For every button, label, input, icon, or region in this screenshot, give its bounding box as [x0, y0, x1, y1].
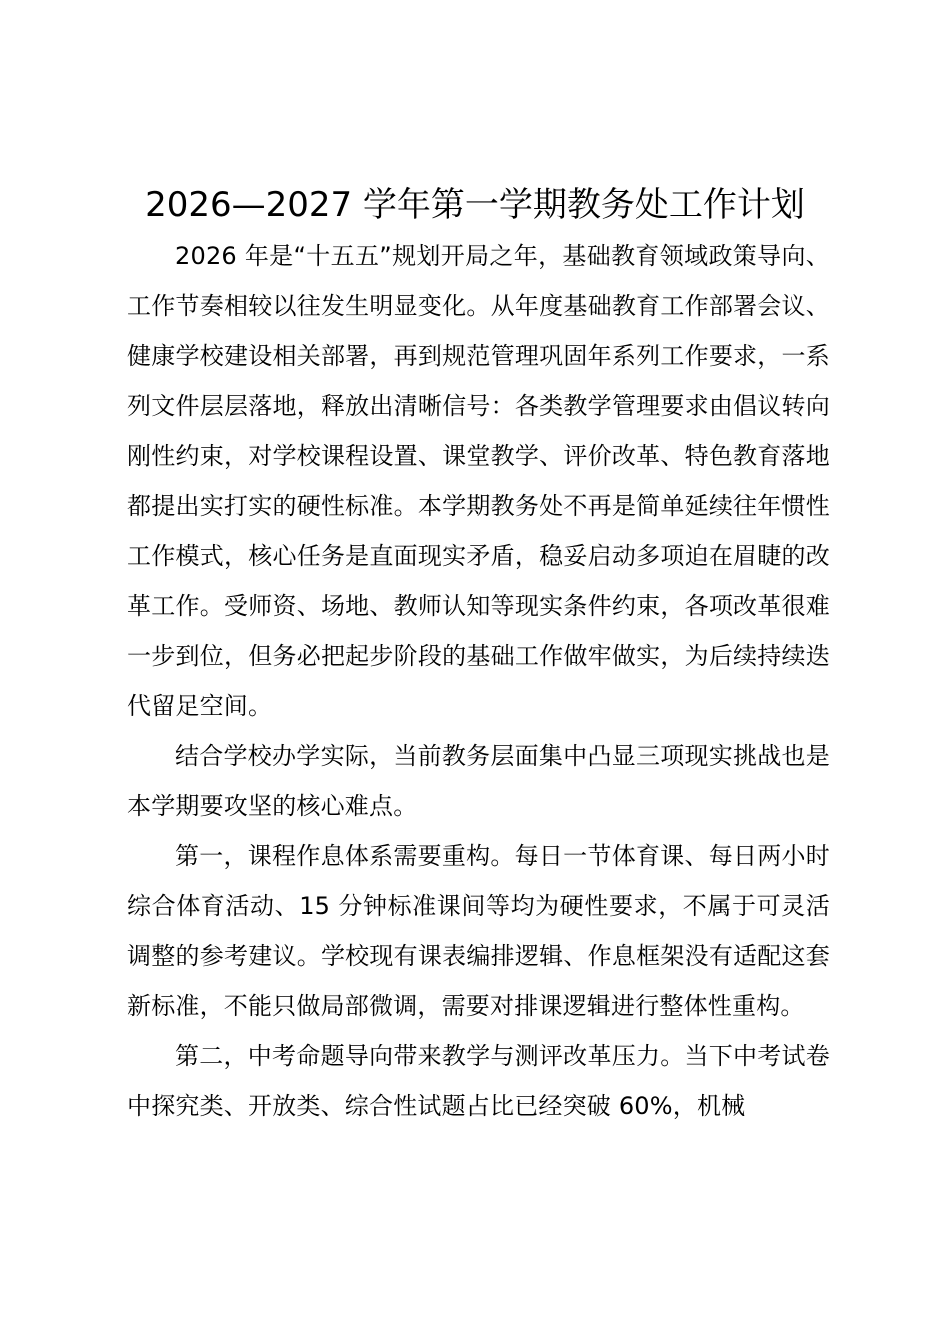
- document-body: [127, 231, 830, 1131]
- paragraph-first: 第一，课程作息体系需要重构。每日一节体育课、每日两小时综合体育活动、15 分钟标准课间等均为硬性要求，不属于可灵活调整的参考建议。学校现有课表编排逻辑、作息框架没有适配这套新标准，不能只做局部微调，需要对排课逻辑进行整体性重构。: [127, 842, 830, 1020]
- paragraph-challenges: 结合学校办学实际，当前教务层面集中凸显三项现实挑战也是本学期要攻坚的核心难点。: [127, 742, 830, 820]
- document-title: 2026—2027 学年第一学期教务处工作计划: [145, 185, 805, 225]
- paragraph-intro: 2026 年是“十五五”规划开局之年，基础教育领域政策导向、工作节奏相较以往发生明显变化。从年度基础教育工作部署会议、健康学校建设相关部署，再到规范管理巩固年系列工作要求，一系列文件层层落地，释放出清晰信号：各类教学管理要求由倡议转向刚性约束，对学校课程设置、课堂教学、评价改革、特色教育落地都提出实打实的硬性标准。本学期教务处不再是简单延续往年惯性工作模式，核心任务是直面现实矛盾，稳妥启动多项迫在眉睫的改革工作。受师资、场地、教师认知等现实条件约束，各项改革很难一步到位，但务必把起步阶段的基础工作做牢做实，为后续持续迭代留足空间。: [127, 242, 830, 720]
- paragraph-second: 第二，中考命题导向带来教学与测评改革压力。当下中考试卷中探究类、开放类、综合性试题占比已经突破 60%，机械: [127, 1042, 830, 1120]
